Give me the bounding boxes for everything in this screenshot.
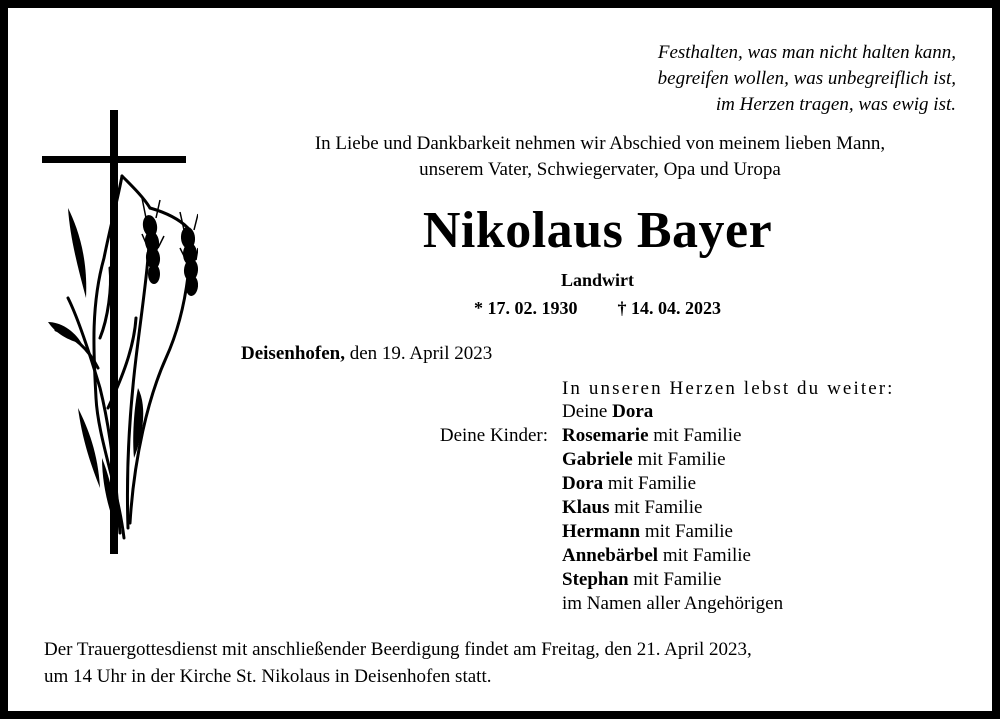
child-name: Dora — [562, 473, 604, 494]
child-suffix: mit Familie — [609, 497, 703, 518]
child-suffix: mit Familie — [628, 569, 722, 590]
occupation: Landwirt — [560, 270, 634, 290]
cross-with-wheat-icon — [38, 108, 198, 558]
poem-line: im Herzen tragen, was ewig ist. — [715, 94, 956, 115]
child-entry — [562, 448, 783, 472]
child-suffix: mit Familie — [632, 449, 726, 470]
child-entry — [562, 424, 783, 448]
life-dates — [200, 296, 995, 320]
intro-line: In Liebe und Dankbarkeit nehmen wir Abschied von meinem lieben Mann, — [314, 133, 886, 154]
children-label: Deine Kinder: — [439, 425, 548, 446]
birth-date: * 17. 02. 1930 — [474, 298, 578, 318]
deceased-name: Nikolaus Bayer — [422, 202, 773, 259]
motto: In unseren Herzen lebst du weiter: — [562, 378, 895, 399]
poem-line: begreifen wollen, was unbegreiflich ist, — [657, 68, 956, 89]
child-name: Gabriele — [562, 449, 633, 470]
service-line: um 14 Uhr in der Kirche St. Nikolaus in Deisenhofen statt. — [44, 666, 492, 687]
child-name: Hermann — [562, 521, 641, 542]
spouse-name: Dora — [612, 401, 654, 422]
poem — [556, 40, 956, 118]
spouse-entry — [562, 400, 783, 424]
child-name: Annebärbel — [562, 545, 659, 566]
child-name: Rosemarie — [562, 425, 649, 446]
child-entry — [562, 544, 783, 568]
intro-line: unserem Vater, Schwiegervater, Opa und Uropa — [419, 159, 781, 180]
service-line: Der Trauergottesdienst mit anschließender Beerdigung findet am Freitag, den 21. April 2023, — [44, 639, 752, 660]
mourners-list — [562, 400, 783, 616]
child-name: Stephan — [562, 569, 629, 590]
child-suffix: mit Familie — [603, 473, 697, 494]
service-info — [44, 636, 752, 690]
intro-text — [200, 131, 1000, 183]
poem-line: Festhalten, was man nicht halten kann, — [657, 42, 956, 63]
child-entry — [562, 520, 783, 544]
child-entry — [562, 568, 783, 592]
spouse-prefix: Deine — [562, 401, 613, 422]
closing-line: im Namen aller Angehörigen — [562, 593, 784, 614]
child-suffix: mit Familie — [640, 521, 733, 542]
child-entry — [562, 496, 783, 520]
child-suffix: mit Familie — [648, 425, 742, 446]
place-date — [241, 341, 492, 367]
child-entry — [562, 472, 783, 496]
death-date: † 14. 04. 2023 — [617, 298, 721, 318]
child-name: Klaus — [562, 497, 610, 518]
child-suffix: mit Familie — [658, 545, 751, 566]
place-name: Deisenhofen, — [241, 343, 345, 364]
notice-date: den 19. April 2023 — [344, 343, 493, 364]
